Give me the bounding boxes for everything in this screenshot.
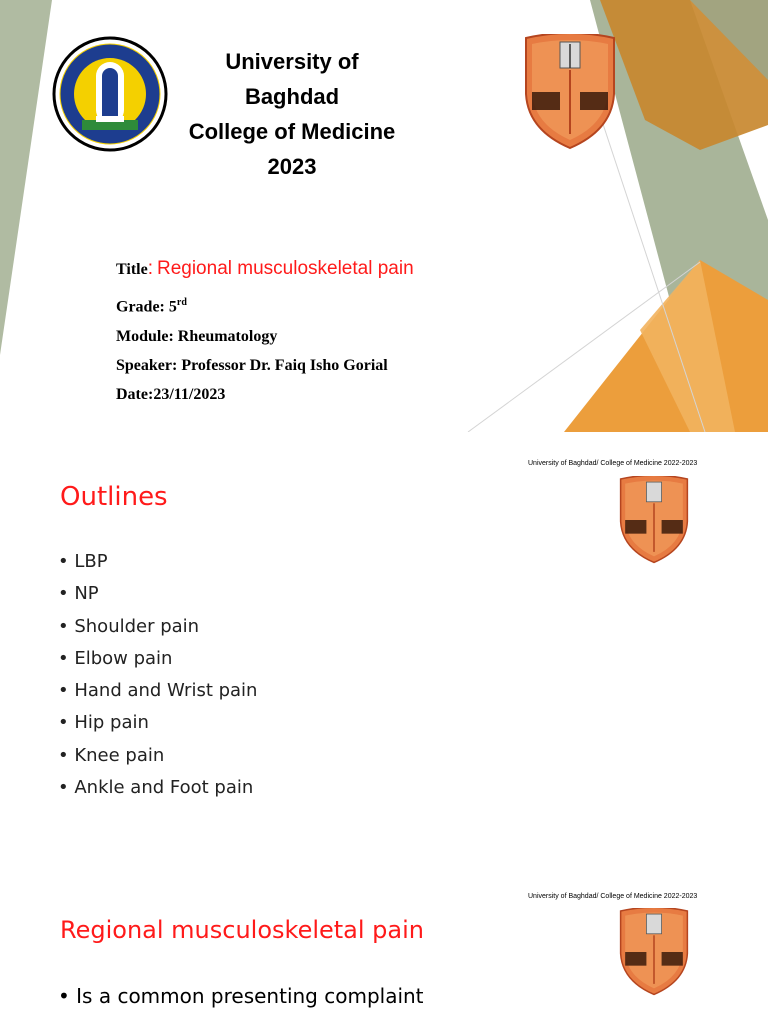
college-shield-icon (616, 476, 692, 564)
university-name: University of Baghdad (225, 49, 359, 109)
title-slide (0, 0, 768, 432)
list-item: • LBP (58, 546, 257, 578)
slide-separator (0, 432, 768, 444)
module-line: Module: Rheumatology (116, 328, 278, 345)
list-item: • Is a common presenting complaint (58, 980, 424, 1012)
slide-header: University of Baghdad/ College of Medicine 2022-2023 (528, 460, 698, 467)
list-item: • Hand and Wrist pain (58, 675, 257, 707)
university-seal-icon (52, 36, 168, 152)
grade-suffix: rd (176, 297, 187, 308)
list-item: • Hip pain (58, 707, 257, 739)
regional-pain-slide (0, 876, 768, 1024)
outline-list (58, 546, 257, 804)
college-name: College of Medicine (188, 119, 396, 144)
list-item: • Elbow pain (58, 643, 257, 675)
slide-separator (0, 864, 768, 876)
title-label: Title (116, 261, 148, 278)
speaker-line: Speaker: Professor Dr. Faiq Isho Gorial (116, 357, 388, 374)
slide-header: University of Baghdad/ College of Medicine 2022-2023 (528, 893, 698, 900)
grade-label: Grade: 5 (116, 298, 177, 316)
college-shield-icon (522, 34, 618, 150)
grade-line (116, 297, 187, 316)
slide-title: Outlines (60, 482, 168, 512)
year-label: 2023 (267, 154, 317, 179)
list-item: • Knee pain (58, 740, 257, 772)
bullet-list (58, 980, 424, 1012)
slide-title: Regional musculoskeletal pain (60, 916, 424, 944)
university-heading (180, 44, 404, 184)
title-colon: : (147, 258, 153, 279)
date-line: Date:23/11/2023 (116, 386, 226, 403)
title-line (116, 258, 414, 280)
outlines-slide (0, 444, 768, 864)
list-item: • Ankle and Foot pain (58, 772, 257, 804)
list-item: • Shoulder pain (58, 611, 257, 643)
college-shield-icon (616, 908, 692, 996)
list-item: • NP (58, 578, 257, 610)
title-value: Regional musculoskeletal pain (156, 258, 414, 279)
